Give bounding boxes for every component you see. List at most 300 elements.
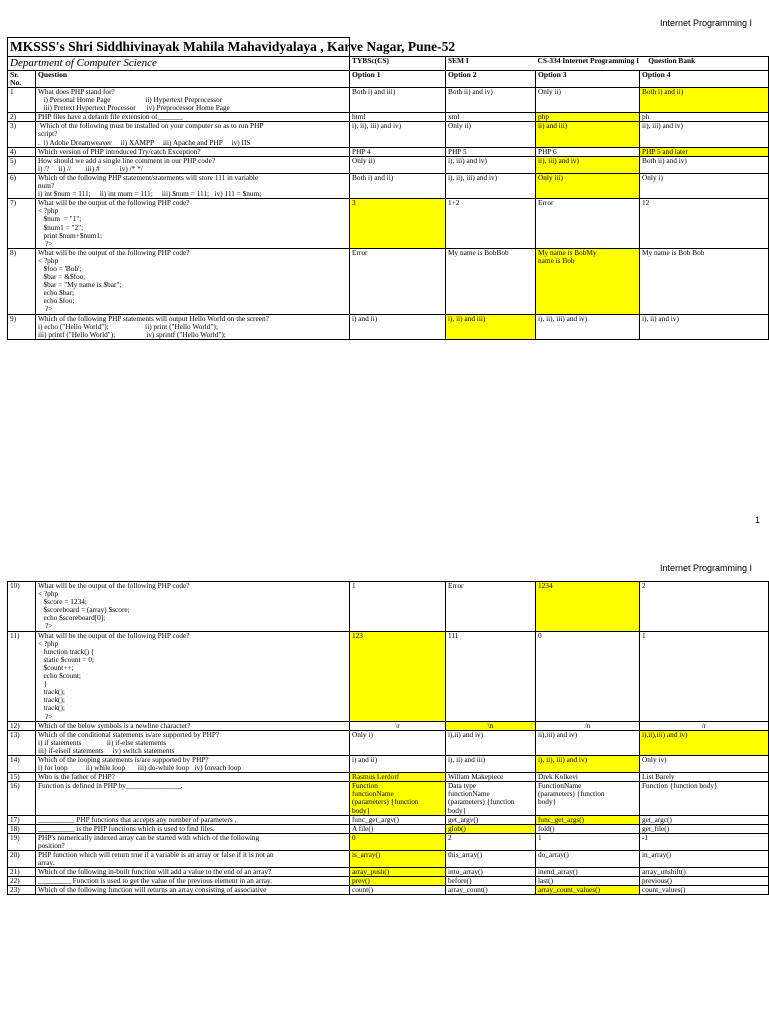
option-text: i), ii) and iii) bbox=[448, 313, 486, 323]
question-line: __________ PHP functions that accepts any number of parameters . bbox=[38, 814, 237, 824]
option-text: count() bbox=[352, 885, 374, 895]
option-3-cell bbox=[536, 886, 640, 895]
question-line: Which of the following function will returns an array consisting of associative bbox=[38, 885, 267, 895]
question-line: i) if statements ii) if-else statements bbox=[38, 737, 167, 747]
question-line: script? bbox=[38, 129, 58, 139]
option-3-cell bbox=[536, 88, 640, 113]
option-text: Willam Makepiece bbox=[448, 772, 504, 782]
option-text: 1 bbox=[642, 630, 646, 640]
question-cell bbox=[36, 815, 350, 824]
course-text: CS-334 Internet Programming I bbox=[537, 56, 639, 65]
option-4-cell bbox=[640, 824, 769, 833]
option-text: \n bbox=[487, 720, 494, 730]
option-text: (parameters) {function bbox=[538, 789, 605, 799]
option-1-cell bbox=[350, 833, 446, 850]
option-text: i) and ii) bbox=[352, 313, 378, 323]
option-1-cell bbox=[350, 886, 446, 895]
option-4-cell bbox=[640, 582, 769, 632]
question-line: array. bbox=[38, 858, 55, 868]
question-line: i) int $num = 111; ii) int mum = 111; iii) $num = 111; iv) 111 = $num; bbox=[38, 189, 262, 199]
course-label bbox=[536, 57, 769, 71]
sr-no-cell: 14) bbox=[8, 755, 36, 772]
option-text: Only iii) bbox=[538, 172, 563, 182]
question-row bbox=[8, 824, 769, 833]
question-line: ?> bbox=[38, 238, 53, 248]
question-line: < ?php bbox=[38, 638, 59, 648]
option-text: 1 bbox=[538, 832, 542, 842]
option-text: php bbox=[538, 112, 549, 122]
option-text: Both i) and ii) bbox=[642, 87, 684, 96]
sr-no-cell: 12) bbox=[8, 721, 36, 730]
option-1-cell bbox=[350, 582, 446, 632]
running-header-page1: Internet Programming I bbox=[659, 18, 752, 28]
option-2-cell bbox=[446, 815, 536, 824]
question-line: What will be the output of the following PHP code? bbox=[38, 198, 190, 208]
question-line: $num1 = "2"; bbox=[38, 222, 84, 232]
option-4-cell bbox=[640, 173, 769, 198]
option-4-cell bbox=[640, 631, 769, 721]
question-line: Which of the below symbols is a newline character? bbox=[38, 720, 191, 730]
question-row bbox=[8, 782, 769, 815]
question-row bbox=[8, 122, 769, 147]
option-text: 3 bbox=[352, 198, 356, 208]
question-line: i) echo ("Hello World"); ii) print ("Hello World"); bbox=[38, 321, 218, 331]
option-text: Both i) and iii) bbox=[352, 87, 396, 96]
col-header-sr-no: Sr. No. bbox=[8, 71, 36, 88]
option-text: body} bbox=[538, 797, 557, 807]
option-4-cell bbox=[640, 314, 769, 339]
option-2-cell bbox=[446, 631, 536, 721]
sr-no-cell: 10) bbox=[8, 582, 36, 632]
option-2-cell bbox=[446, 833, 536, 850]
question-cell bbox=[36, 88, 350, 113]
question-cell bbox=[36, 248, 350, 314]
option-text: i) and ii) bbox=[352, 754, 378, 764]
option-text: My name is Bob Bob bbox=[642, 247, 705, 257]
question-row bbox=[8, 199, 769, 249]
question-line: ?> bbox=[38, 711, 53, 721]
sr-no-cell: 2) bbox=[8, 113, 36, 122]
question-line: $scoreboard = (array) $score; bbox=[38, 605, 130, 615]
question-line: i) /? ii) // iii) # iv) /* */ bbox=[38, 163, 143, 173]
sr-no-cell: 13) bbox=[8, 730, 36, 755]
option-text: array_push() bbox=[352, 867, 390, 877]
option-text: (parameters) {function bbox=[352, 797, 419, 807]
question-cell bbox=[36, 886, 350, 895]
sr-no-cell: 9) bbox=[8, 314, 36, 339]
option-4-cell bbox=[640, 156, 769, 173]
option-1-cell bbox=[350, 122, 446, 147]
semester-label bbox=[446, 57, 536, 71]
option-1-cell bbox=[350, 199, 446, 249]
col-header-option-1: Option 1 bbox=[350, 71, 446, 88]
option-text: i),ii) and iv) bbox=[448, 729, 484, 739]
option-3-cell bbox=[536, 147, 640, 156]
option-4-cell bbox=[640, 730, 769, 755]
question-cell bbox=[36, 755, 350, 772]
question-line: < ?php bbox=[38, 589, 59, 599]
question-line: track(); bbox=[38, 695, 65, 705]
option-text: 1+2 bbox=[448, 198, 460, 208]
option-4-cell bbox=[640, 122, 769, 147]
option-text: func_get_argv() bbox=[352, 814, 399, 824]
question-line: What does PHP stand for? bbox=[38, 87, 115, 96]
option-text: Error bbox=[538, 198, 554, 208]
option-text: html bbox=[352, 112, 366, 122]
question-bank-table-page2 bbox=[7, 581, 769, 895]
question-row bbox=[8, 631, 769, 721]
option-text: previous() bbox=[642, 876, 672, 886]
option-1-cell bbox=[350, 173, 446, 198]
option-4-cell bbox=[640, 851, 769, 868]
option-2-cell bbox=[446, 122, 536, 147]
option-4-cell bbox=[640, 886, 769, 895]
option-text: i), ii) and iv) bbox=[642, 313, 679, 323]
question-row bbox=[8, 248, 769, 314]
question-line: Who is the father of PHP? bbox=[38, 772, 115, 782]
option-text: prev() bbox=[352, 876, 370, 886]
option-text: func_get_args() bbox=[538, 814, 585, 824]
option-text: ii) and iii) bbox=[538, 121, 568, 131]
option-text: Only i) bbox=[352, 729, 373, 739]
option-text: Drek Kolkevi bbox=[538, 772, 578, 782]
option-text: array_count_values() bbox=[538, 885, 600, 895]
option-text: ii),iii) and iv) bbox=[538, 729, 578, 739]
question-cell bbox=[36, 582, 350, 632]
sr-no-cell: 16) bbox=[8, 782, 36, 815]
question-line: function track() { bbox=[38, 646, 95, 656]
question-row bbox=[8, 173, 769, 198]
sem-text: SEM I bbox=[448, 56, 469, 65]
option-text: body} bbox=[448, 805, 467, 815]
question-cell bbox=[36, 782, 350, 815]
question-line: echo $bar; bbox=[38, 288, 75, 298]
option-1-cell bbox=[350, 721, 446, 730]
option-4-cell bbox=[640, 782, 769, 815]
option-4-cell bbox=[640, 815, 769, 824]
option-text: body} bbox=[352, 805, 371, 815]
option-2-cell bbox=[446, 721, 536, 730]
sr-no-cell: 11) bbox=[8, 631, 36, 721]
option-text: inend_array() bbox=[538, 867, 578, 877]
question-row bbox=[8, 721, 769, 730]
option-text: before() bbox=[448, 876, 472, 886]
option-2-cell bbox=[446, 147, 536, 156]
option-text: 2 bbox=[642, 581, 646, 590]
question-rows bbox=[8, 582, 769, 895]
option-1-cell bbox=[350, 88, 446, 113]
question-cell bbox=[36, 122, 350, 147]
option-1-cell bbox=[350, 248, 446, 314]
option-3-cell bbox=[536, 815, 640, 824]
option-1-cell bbox=[350, 147, 446, 156]
question-line: i) for loop ii) while loop iii) do-while loop iv) foreach loop bbox=[38, 763, 242, 773]
option-2-cell bbox=[446, 851, 536, 868]
option-text: A file() bbox=[352, 823, 374, 833]
option-text: PHP 6 bbox=[538, 146, 557, 156]
question-row bbox=[8, 88, 769, 113]
question-row bbox=[8, 582, 769, 632]
option-3-cell bbox=[536, 248, 640, 314]
question-line: < ?php bbox=[38, 206, 59, 216]
sr-no-cell: 8) bbox=[8, 248, 36, 314]
sr-no-cell: 7) bbox=[8, 199, 36, 249]
question-cell bbox=[36, 156, 350, 173]
question-line: What will be the output of the following PHP code? bbox=[38, 247, 190, 257]
option-2-cell bbox=[446, 755, 536, 772]
option-text: Only ii) bbox=[538, 87, 561, 96]
option-text: List Barely bbox=[642, 772, 675, 782]
option-text: Function bbox=[352, 781, 378, 791]
question-cell bbox=[36, 147, 350, 156]
option-text: ii), iii) and iv) bbox=[642, 121, 683, 131]
sr-no-cell: 15) bbox=[8, 773, 36, 782]
question-row bbox=[8, 147, 769, 156]
option-2-cell bbox=[446, 824, 536, 833]
option-text: last() bbox=[538, 876, 553, 886]
question-row bbox=[8, 156, 769, 173]
question-line: What will be the output of the following PHP code? bbox=[38, 581, 190, 590]
question-cell bbox=[36, 631, 350, 721]
option-2-cell bbox=[446, 199, 536, 249]
option-2-cell bbox=[446, 886, 536, 895]
question-line: echo $count; bbox=[38, 671, 81, 681]
option-1-cell bbox=[350, 824, 446, 833]
option-text: count_values() bbox=[642, 885, 686, 895]
option-2-cell bbox=[446, 156, 536, 173]
sr-no-cell: 19) bbox=[8, 833, 36, 850]
option-2-cell bbox=[446, 782, 536, 815]
option-text: into_array() bbox=[448, 867, 483, 877]
option-text: 0 bbox=[352, 832, 356, 842]
question-bank-table-page1 bbox=[7, 37, 769, 340]
question-line: Which of the following PHP statement/statements will store 111 in variable bbox=[38, 172, 259, 182]
department-name: Department of Computer Science bbox=[8, 57, 350, 71]
sr-no-cell: 4) bbox=[8, 147, 36, 156]
option-1-cell bbox=[350, 755, 446, 772]
option-text: PHP 5 bbox=[448, 146, 467, 156]
col-header-option-2: Option 2 bbox=[446, 71, 536, 88]
sr-no-cell: 1 bbox=[8, 88, 36, 113]
question-line: ?> bbox=[38, 621, 53, 631]
option-1-cell bbox=[350, 631, 446, 721]
question-line: < ?php bbox=[38, 255, 59, 265]
question-cell bbox=[36, 314, 350, 339]
option-text: i),ii),iii) and iv) bbox=[642, 729, 688, 739]
option-text: xml bbox=[448, 112, 460, 122]
question-line: $bar = "My name is $bar"; bbox=[38, 280, 122, 290]
sr-no-cell: 18) bbox=[8, 824, 36, 833]
option-text: array_unshift() bbox=[642, 867, 686, 877]
sr-no-cell: 5) bbox=[8, 156, 36, 173]
option-text: get_argc() bbox=[642, 814, 672, 824]
option-3-cell bbox=[536, 631, 640, 721]
option-text: Error bbox=[352, 247, 368, 257]
question-row bbox=[8, 314, 769, 339]
option-4-cell bbox=[640, 88, 769, 113]
question-line: $foo = 'Bob'; bbox=[38, 263, 82, 273]
option-4-cell bbox=[640, 755, 769, 772]
question-cell bbox=[36, 833, 350, 850]
option-text: Both ii) and iv) bbox=[448, 87, 493, 96]
option-text: 12 bbox=[642, 198, 650, 208]
option-3-cell bbox=[536, 755, 640, 772]
option-text: Error bbox=[448, 581, 464, 590]
option-3-cell bbox=[536, 851, 640, 868]
sr-no-cell: 17) bbox=[8, 815, 36, 824]
option-text: i), ii) and iii) bbox=[448, 754, 486, 764]
option-text: \r bbox=[395, 720, 400, 730]
question-row bbox=[8, 730, 769, 755]
option-3-cell bbox=[536, 833, 640, 850]
question-line: Which version of PHP introduced Try/catch Exception? bbox=[38, 146, 201, 156]
option-text: FunctionName bbox=[538, 781, 582, 791]
option-text: glob() bbox=[448, 823, 466, 833]
option-text: functionName bbox=[352, 789, 394, 799]
question-line: What will be the output of the following PHP code? bbox=[38, 630, 190, 640]
question-line: Which of the following must be installed on your computer so as to run PHP bbox=[38, 121, 264, 131]
option-2-cell bbox=[446, 582, 536, 632]
question-line: $score = 1234; bbox=[38, 597, 87, 607]
question-line: iii) printf ("Hello World"); iv) sprintf ("Hello World"); bbox=[38, 329, 226, 339]
question-line: __________ is the PHP functions which is used to find files. bbox=[38, 823, 215, 833]
question-cell bbox=[36, 173, 350, 198]
option-text: Both i) and ii) bbox=[352, 172, 394, 182]
sr-no-cell: 6) bbox=[8, 173, 36, 198]
question-cell bbox=[36, 730, 350, 755]
question-cell bbox=[36, 824, 350, 833]
option-2-cell bbox=[446, 88, 536, 113]
question-line: Which of the following PHP statements will output Hello World on the screen? bbox=[38, 313, 269, 323]
question-line: iii) Pretext Hypertext Processor iv) Preprocessor Home Page bbox=[38, 103, 230, 113]
option-text: do_array() bbox=[538, 850, 569, 859]
question-line: Which of the following in-built function will add a value to the end of an array? bbox=[38, 867, 272, 877]
option-3-cell bbox=[536, 782, 640, 815]
option-4-cell bbox=[640, 248, 769, 314]
option-text: 2 bbox=[448, 832, 452, 842]
question-line: Which of the looping statements is/are supported by PHP? bbox=[38, 754, 209, 764]
question-line: PHP files have a default file extension of_______ bbox=[38, 112, 184, 122]
question-row bbox=[8, 886, 769, 895]
option-3-cell bbox=[536, 721, 640, 730]
question-line: ?> bbox=[38, 304, 53, 314]
option-text: ii), iii) and iv) bbox=[538, 155, 579, 165]
question-line: $count++; bbox=[38, 662, 74, 672]
class-label: TYBSc(CS) bbox=[350, 57, 446, 71]
option-text: PHP 5 and later bbox=[642, 146, 688, 156]
option-text: 1 bbox=[352, 581, 356, 590]
option-text: Rasmus Lerdorf bbox=[352, 772, 400, 782]
option-text: My name is BobBob bbox=[448, 247, 509, 257]
question-cell bbox=[36, 199, 350, 249]
option-text: My name is BobMy bbox=[538, 247, 597, 257]
sr-no-cell: 22) bbox=[8, 877, 36, 886]
question-row bbox=[8, 851, 769, 868]
col-header-question: Question bbox=[36, 71, 350, 88]
option-4-cell bbox=[640, 147, 769, 156]
question-line: $bar = &$foo; bbox=[38, 272, 86, 282]
question-line: static $count = 0; bbox=[38, 654, 94, 664]
question-line: track(); bbox=[38, 687, 65, 697]
option-text: get_file() bbox=[642, 823, 670, 833]
option-3-cell bbox=[536, 314, 640, 339]
option-text: array_count() bbox=[448, 885, 488, 895]
option-3-cell bbox=[536, 173, 640, 198]
option-text: 123 bbox=[352, 630, 363, 640]
institution-name: MKSSS's Shri Siddhivinayak Mahila Mahavidyalaya , Karve Nagar, Pune-52 bbox=[8, 38, 350, 57]
option-text: Function {function body} bbox=[642, 781, 718, 791]
option-text: Only ii) bbox=[352, 155, 375, 165]
option-3-cell bbox=[536, 156, 640, 173]
option-text: i), ii), iii) and iv) bbox=[448, 172, 498, 182]
option-text: (parameters) {function bbox=[448, 797, 515, 807]
option-1-cell bbox=[350, 314, 446, 339]
option-text: in_array() bbox=[642, 850, 672, 859]
option-3-cell bbox=[536, 122, 640, 147]
question-line: track(); bbox=[38, 703, 65, 713]
question-line: Function is defined in PHP by_______________. bbox=[38, 781, 183, 791]
option-text: ph bbox=[642, 112, 650, 122]
question-row bbox=[8, 833, 769, 850]
option-text: i), ii), iii) and iv) bbox=[352, 121, 402, 131]
option-4-cell bbox=[640, 721, 769, 730]
sr-no-cell: 3) bbox=[8, 122, 36, 147]
running-header-page2: Internet Programming I bbox=[659, 563, 752, 573]
sr-no-cell: 20) bbox=[8, 851, 36, 868]
option-text: this_array() bbox=[448, 850, 483, 859]
option-text: Data type bbox=[448, 781, 477, 791]
option-text: 111 bbox=[448, 630, 459, 640]
option-1-cell bbox=[350, 815, 446, 824]
option-text: Only i) bbox=[642, 172, 663, 182]
question-line: echo $foo; bbox=[38, 296, 75, 306]
page-number: 1 bbox=[754, 515, 760, 525]
option-3-cell bbox=[536, 582, 640, 632]
option-text: i), ii), iii) and iv) bbox=[538, 313, 588, 323]
question-line: position? bbox=[38, 840, 65, 850]
option-text: 0 bbox=[538, 630, 542, 640]
option-text: functionName bbox=[448, 789, 490, 799]
col-header-option-3: Option 3 bbox=[536, 71, 640, 88]
question-line: $num = "1"; bbox=[38, 214, 82, 224]
option-3-cell bbox=[536, 824, 640, 833]
option-text: PHP 4 bbox=[352, 146, 371, 156]
sr-no-cell: 23) bbox=[8, 886, 36, 895]
question-line: Which of the conditional statements is/are supported by PHP? bbox=[38, 729, 220, 739]
question-line: num? bbox=[38, 181, 55, 191]
option-2-cell bbox=[446, 173, 536, 198]
question-line: _________ Function is used to get the value of the previous element in an array. bbox=[38, 876, 272, 886]
option-text: Both ii) and iv) bbox=[642, 155, 687, 165]
option-text: /r bbox=[701, 720, 707, 730]
question-row bbox=[8, 815, 769, 824]
option-text: name is Bob bbox=[538, 255, 575, 265]
option-text: Only ii) bbox=[448, 121, 471, 131]
option-2-cell bbox=[446, 730, 536, 755]
option-text: 1234 bbox=[538, 581, 553, 590]
option-text: -1 bbox=[642, 832, 649, 842]
option-text: i), iii) and iv) bbox=[448, 155, 487, 165]
question-line: PHP function which will return true if a variable is an array or false if it is not an bbox=[38, 850, 274, 859]
option-4-cell bbox=[640, 199, 769, 249]
option-2-cell bbox=[446, 248, 536, 314]
question-line: PHP's numerically indexed array can be started with which of the following bbox=[38, 832, 260, 842]
option-text: Only iv) bbox=[642, 754, 667, 764]
question-line: i) Personal Home Page ii) Hypertext Preprocessor bbox=[38, 95, 223, 105]
column-header-row bbox=[8, 71, 769, 88]
question-row bbox=[8, 755, 769, 772]
doc-type-text: Question Bank bbox=[648, 56, 696, 65]
